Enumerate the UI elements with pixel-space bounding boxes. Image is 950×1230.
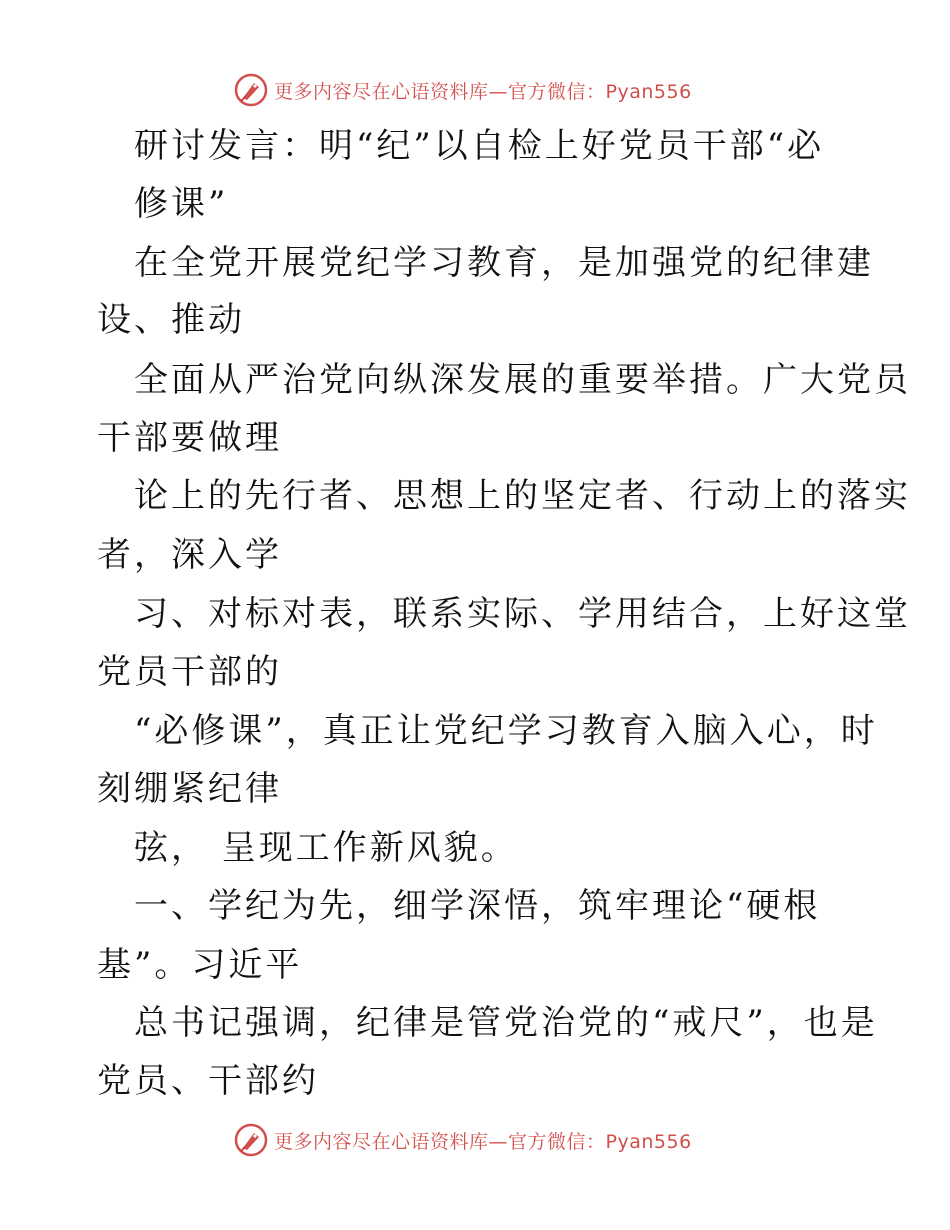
text-line: 基”。习近平 <box>97 945 303 985</box>
pen-nib-logo-icon <box>234 1123 268 1157</box>
text-line: 党员、干部约 <box>97 1061 319 1101</box>
watermark-text: 更多内容尽在心语资料库—官方微信：Pyan556 <box>274 1130 692 1153</box>
text-line: 论上的先行者、思想上的坚定者、行动上的落实 <box>134 476 911 516</box>
text-line: 干部要做理 <box>97 418 282 458</box>
watermark-banner-bottom <box>0 1120 950 1160</box>
text-line: 全面从严治党向纵深发展的重要举措。广大党员 <box>134 360 911 400</box>
text-line: 研讨发言：明“纪”以自检上好党员干部“必 <box>134 126 825 166</box>
text-line: 弦， 呈现工作新风貌。 <box>134 828 518 868</box>
text-line: 一、学纪为先，细学深悟，筑牢理论“硬根 <box>134 886 821 926</box>
watermark-text: 更多内容尽在心语资料库—官方微信：Pyan556 <box>274 80 692 103</box>
text-line: 刻绷紧纪律 <box>97 769 282 809</box>
text-line: 党员干部的 <box>97 652 282 692</box>
text-line: 者，深入学 <box>97 535 282 575</box>
text-line: 习、对标对表，联系实际、学用结合，上好这堂 <box>134 594 911 634</box>
text-line: 总书记强调，纪律是管党治党的“戒尺”，也是 <box>134 1003 878 1043</box>
text-line: 修课” <box>134 184 229 224</box>
text-line: 在全党开展党纪学习教育，是加强党的纪律建 <box>134 243 874 283</box>
text-line: 设、推动 <box>97 300 245 340</box>
text-line: “必修课”，真正让党纪学习教育入脑入心，时 <box>134 711 878 751</box>
